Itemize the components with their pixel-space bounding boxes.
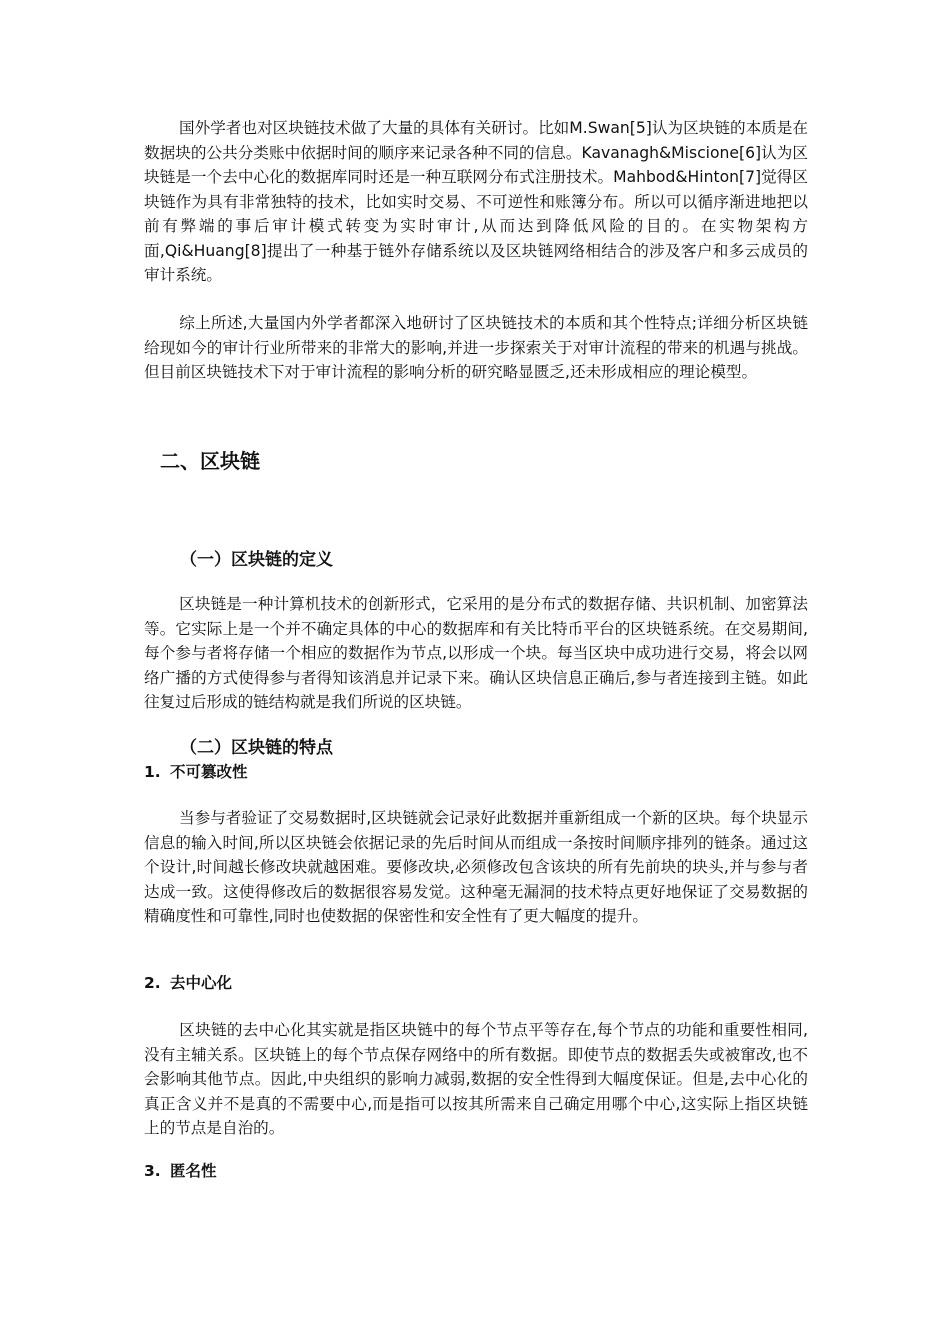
item-title: 不可篡改性 (170, 763, 248, 781)
paragraph-foreign-research (144, 116, 808, 288)
item-heading-anonymity (144, 1159, 217, 1183)
item-number: 1. (144, 763, 161, 781)
item-title: 匿名性 (170, 1162, 217, 1180)
paragraph-text: 国外学者也对区块链技术做了大量的具体有关研讨。比如M.Swan[5]认为区块链的本质是在数据块的公共分类账中依据时间的顺序来记录各种不同的信息。Kavanagh&Miscione[6]认为区块链是一个去中心化的数据库同时还是一种互联网分布式注册技术。Mahbod&Hinton[7]觉得区块链作为具有非常独特的技术，比如实时交易、不可逆性和账簿分布。所以可以循序渐进地把以前有弊端的事后审计模式转变为实时审计,从而达到降低风险的目的。在实物架构方面,Qi&Huang[8]提出了一种基于链外存储系统以及区块链网络相结合的涉及客户和多云成员的审计系统。 (144, 119, 808, 284)
paragraph-text: 综上所述,大量国内外学者都深入地研讨了区块链技术的本质和其个性特点;详细分析区块链给现如今的审计行业所带来的非常大的影响,并进一步探索关于对审计流程的带来的机遇与挑战。但目前区块链技术下对于审计流程的影响分析的研究略显匮乏,还未形成相应的理论模型。 (144, 314, 808, 381)
paragraph-text: 当参与者验证了交易数据时,区块链就会记录好此数据并重新组成一个新的区块。每个块显示信息的输入时间,所以区块链会依据记录的先后时间从而组成一条按时间顺序排列的链条。通过这个设计,时间越长修改块就越困难。要修改块,必须修改包含该块的所有先前块的块头,并与参与者达成一致。这使得修改后的数据很容易发觉。这种毫无漏洞的技术特点更好地保证了交易数据的精确度性和可靠性,同时也使数据的保密性和安全性有了更大幅度的提升。 (144, 809, 808, 925)
paragraph-decentralization (144, 1018, 808, 1141)
subsection-heading-features: （二）区块链的特点 (180, 738, 333, 758)
section-heading-blockchain: 二、区块链 (160, 449, 260, 473)
item-title: 去中心化 (170, 974, 233, 992)
item-number: 3. (144, 1162, 161, 1180)
paragraph-text: 区块链的去中心化其实就是指区块链中的每个节点平等存在,每个节点的功能和重要性相同,没有主辅关系。区块链上的每个节点保存网络中的所有数据。即使节点的数据丢失或被窜改,也不会影响其他节点。因此,中央组织的影响力减弱,数据的安全性得到大幅度保证。但是,去中心化的真正含义并不是真的不需要中心,而是指可以按其所需来自己确定用哪个中心,这实际上指区块链上的节点是自治的。 (144, 1021, 808, 1137)
item-heading-decentralization (144, 971, 232, 995)
subsection-heading-definition: （一）区块链的定义 (180, 550, 333, 570)
item-number: 2. (144, 974, 161, 992)
paragraph-text: 区块链是一种计算机技术的创新形式，它采用的是分布式的数据存储、共识机制、加密算法等。它实际上是一个并不确定具体的中心的数据库和有关比特币平台的区块链系统。在交易期间,每个参与者将存储一个相应的数据作为节点,以形成一个块。每当区块中成功进行交易，将会以网络广播的方式使得参与者得知该消息并记录下来。确认区块信息正确后,参与者连接到主链。如此往复过后形成的链结构就是我们所说的区块链。 (144, 595, 808, 711)
paragraph-immutability (144, 806, 808, 929)
paragraph-definition (144, 592, 808, 715)
paragraph-summary (144, 311, 808, 385)
item-heading-immutability (144, 760, 248, 784)
